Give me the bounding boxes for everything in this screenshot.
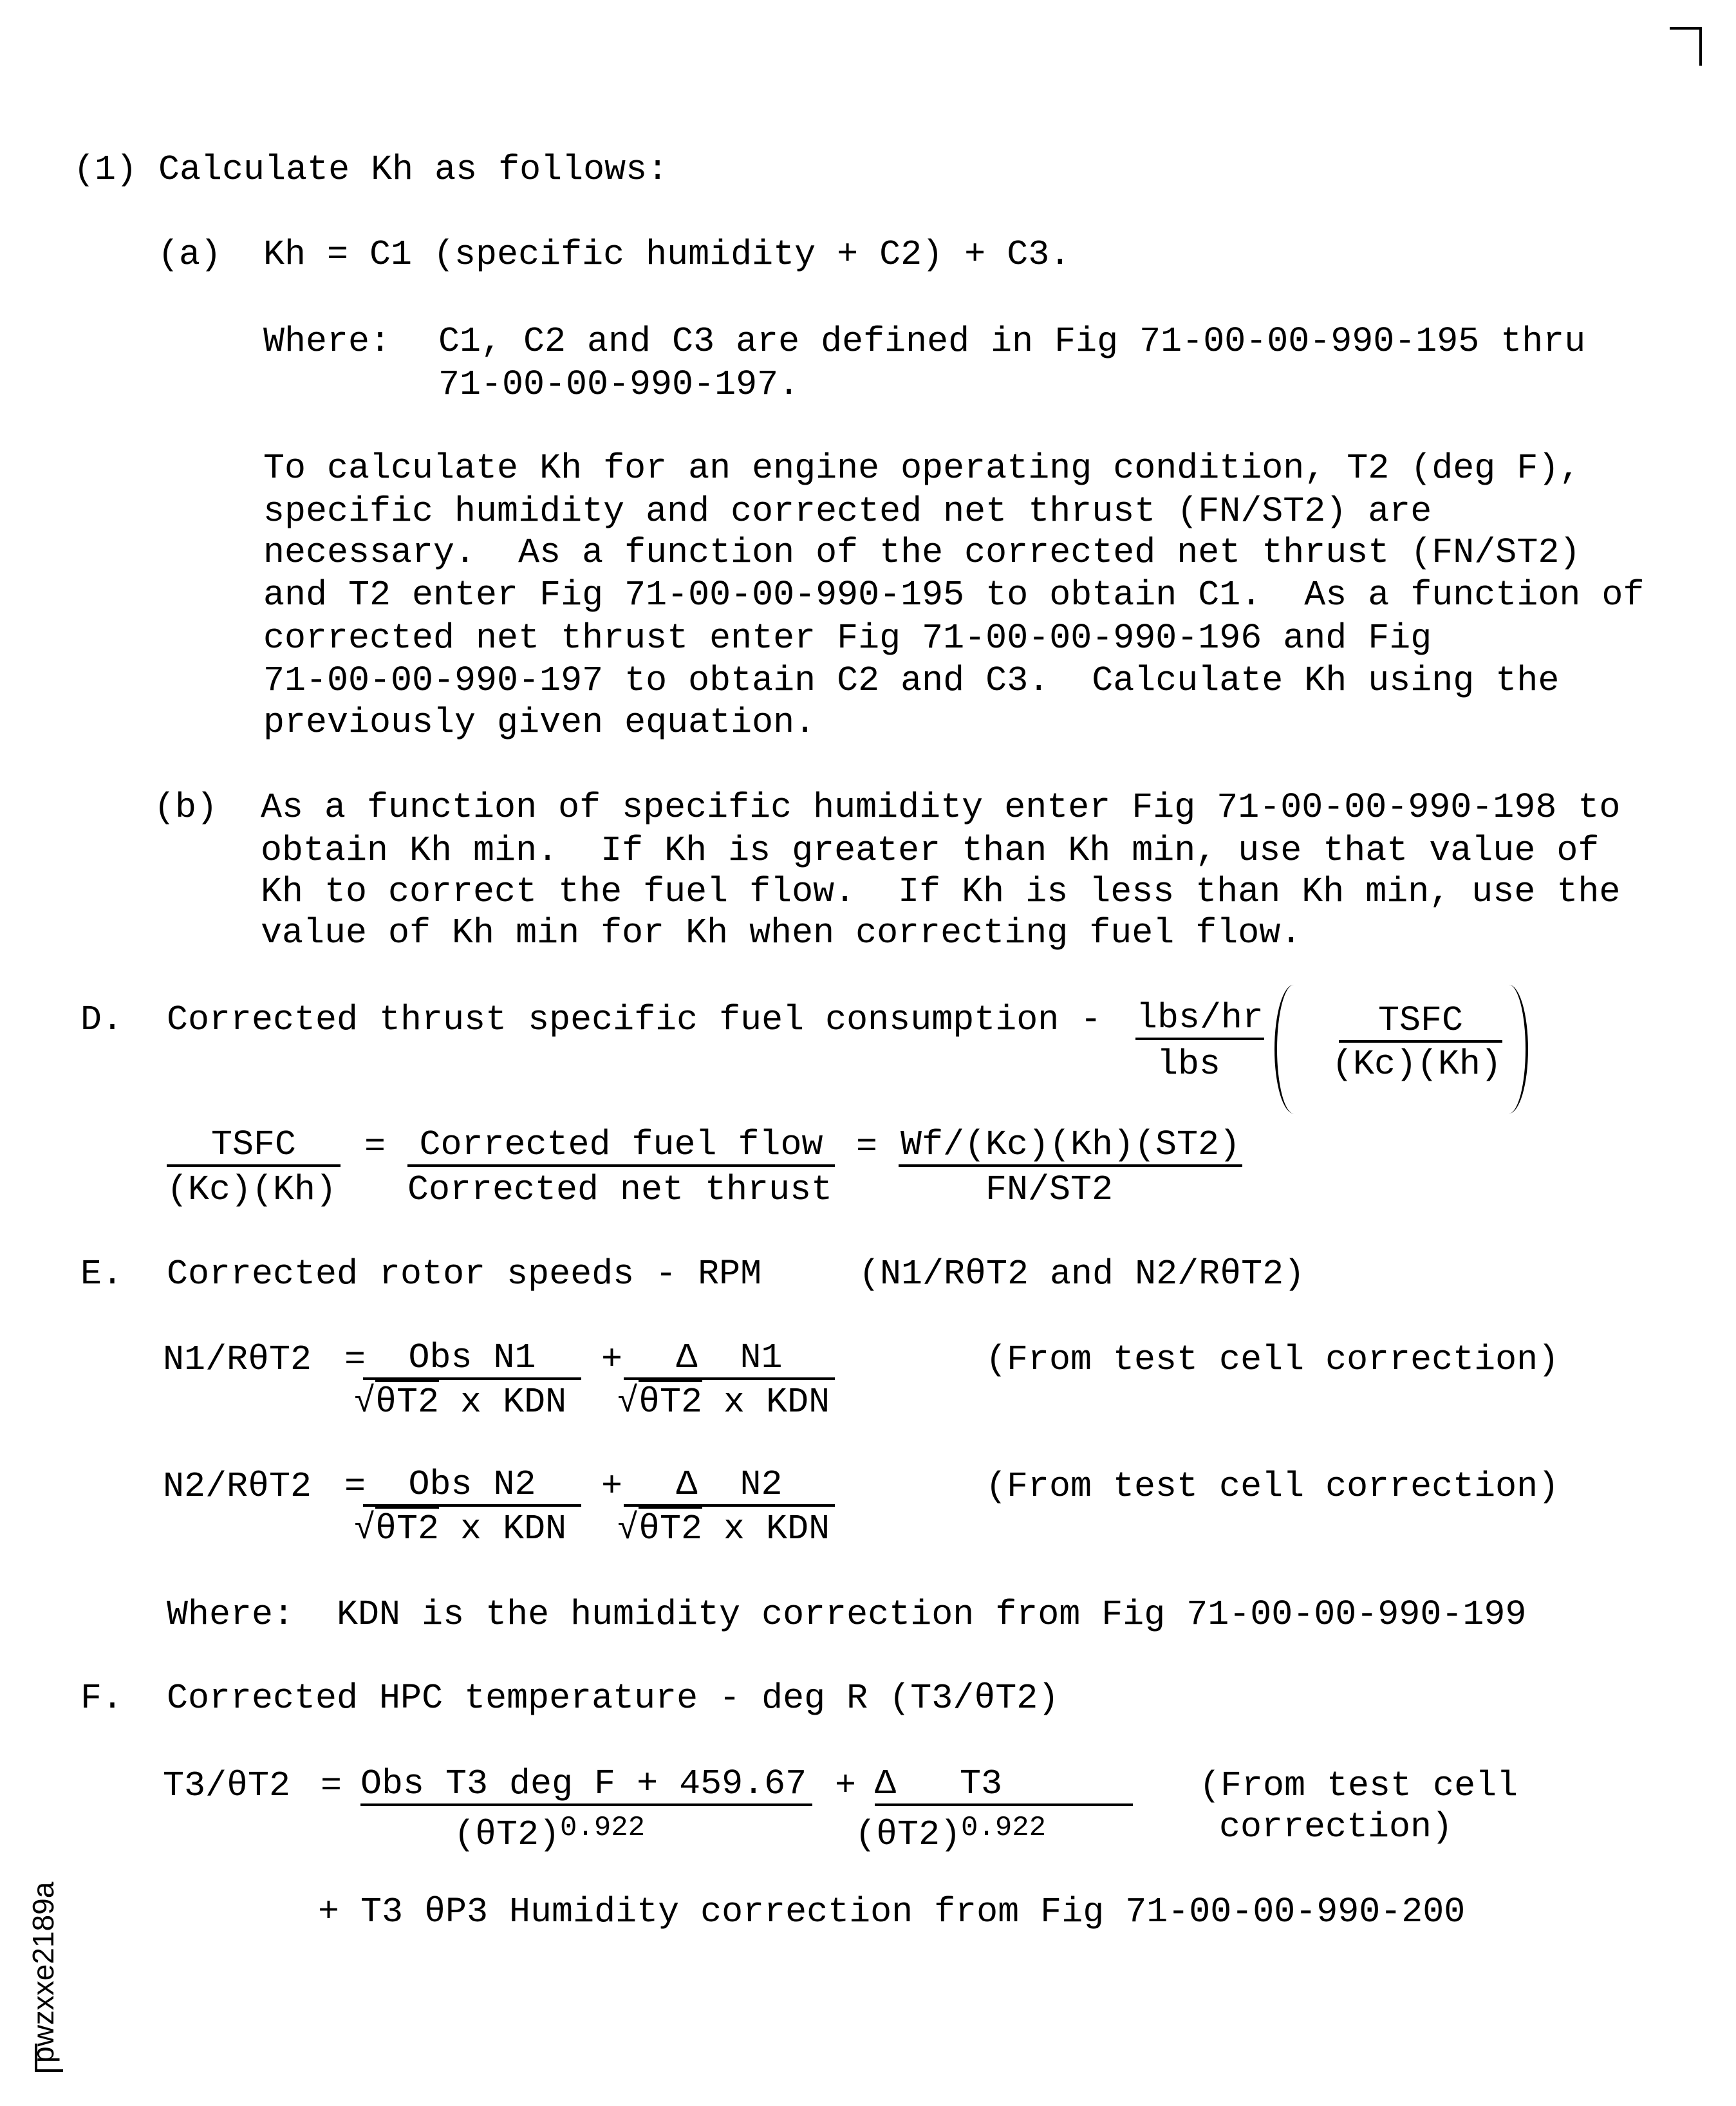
step-b-line: Kh to correct the fuel flow. If Kh is less than Kh min, use the: [261, 871, 1621, 912]
n1-delta-numerator: Δ N1: [624, 1339, 835, 1380]
n1-obs-numerator: Obs N1: [363, 1339, 581, 1380]
tsfc-lhs-denominator: (Kc)(Kh): [167, 1169, 337, 1210]
kdn-where: Where: KDN is the humidity correction from Fig 71-00-00-990-199: [167, 1594, 1527, 1635]
t3-obs-numerator: Obs T3 deg F + 459.67: [360, 1765, 812, 1806]
n2-delta-denominator: √θT2 x KDN: [617, 1508, 830, 1551]
tsfc-mid-numerator: Corrected fuel flow: [407, 1126, 835, 1167]
plus-sign: +: [601, 1339, 623, 1380]
paren-denominator: (Kc)(Kh): [1332, 1044, 1502, 1085]
equals-sign: =: [856, 1126, 878, 1167]
n2-note: (From test cell correction): [985, 1466, 1560, 1507]
step-b-line: obtain Kh min. If Kh is greater than Kh min, use that value of: [261, 830, 1600, 871]
paragraph-line: previously given equation.: [263, 702, 816, 743]
right-paren: [1487, 985, 1528, 1114]
humidity-correction: + T3 θP3 Humidity correction from Fig 71-00-00-990-200: [318, 1892, 1466, 1932]
step-b-line: value of Kh min for Kh when correcting fuel flow.: [261, 913, 1302, 953]
plus-sign: +: [835, 1766, 857, 1806]
tsfc-rhs-denominator: FN/ST2: [985, 1169, 1114, 1210]
plus-sign: +: [601, 1466, 623, 1507]
kh-equation: Kh = C1 (specific humidity + C2) + C3.: [263, 234, 1071, 275]
step-1-heading: (1) Calculate Kh as follows:: [73, 149, 669, 190]
n1-delta-denominator: √θT2 x KDN: [617, 1381, 830, 1424]
step-b-label: (b): [154, 787, 218, 828]
section-f-title: Corrected HPC temperature - deg R (T3/θT2): [167, 1678, 1059, 1719]
n2-lhs: N2/RθT2: [163, 1466, 312, 1507]
sqrt-icon: √: [354, 1382, 376, 1422]
n2-obs-denominator: √θT2 x KDN: [354, 1508, 566, 1551]
where-label: Where:: [263, 321, 391, 362]
paragraph-line: corrected net thrust enter Fig 71-00-00-990-196 and Fig: [263, 618, 1432, 658]
t3-note-line1: (From test cell: [1199, 1766, 1518, 1806]
left-paren: [1274, 985, 1316, 1114]
tsfc-lhs-numerator: TSFC: [167, 1126, 341, 1167]
sqrt-icon: √: [617, 1382, 639, 1422]
section-f-label: F.: [80, 1678, 124, 1719]
paren-numerator: TSFC: [1339, 1002, 1502, 1043]
section-e-label: E.: [80, 1254, 124, 1294]
equals-sign: =: [344, 1339, 366, 1380]
t3-obs-denominator: $(\theta T2)^{0.922}$: [454, 1812, 646, 1855]
n2-obs-numerator: Obs N2: [363, 1466, 581, 1507]
tsfc-rhs-numerator: Wf/(Kc)(Kh)(ST2): [899, 1126, 1242, 1167]
step-a-label: (a): [158, 234, 222, 275]
where-line: C1, C2 and C3 are defined in Fig 71-00-00-990-195 thru: [438, 321, 1586, 362]
paragraph-line: 71-00-00-990-197 to obtain C2 and C3. Calculate Kh using the: [263, 660, 1560, 701]
n1-lhs: N1/RθT2: [163, 1339, 312, 1380]
section-e-subtitle: (N1/RθT2 and N2/RθT2): [859, 1254, 1305, 1294]
n2-delta-numerator: Δ N2: [624, 1466, 835, 1507]
t3-delta-numerator: Δ T3: [875, 1765, 1133, 1806]
figure-id: pwzxxe2189a: [26, 1881, 60, 2063]
paragraph-line: specific humidity and corrected net thrust (FN/ST2) are: [263, 491, 1432, 532]
paragraph-line: necessary. As a function of the corrected net thrust (FN/ST2): [263, 532, 1581, 573]
unit-denominator: lbs: [1157, 1044, 1221, 1085]
t3-note-line2: correction): [1219, 1807, 1453, 1847]
section-d-title: Corrected thrust specific fuel consumption -: [167, 1000, 1123, 1040]
t3-delta-denominator: $(\theta T2)^{0.922}$: [855, 1812, 1047, 1855]
paragraph-line: To calculate Kh for an engine operating condition, T2 (deg F),: [263, 448, 1581, 489]
equals-sign: =: [344, 1466, 366, 1507]
t3-lhs: T3/θT2: [163, 1766, 291, 1806]
step-b-line: As a function of specific humidity enter Fig 71-00-00-990-198 to: [261, 787, 1621, 828]
n1-note: (From test cell correction): [985, 1339, 1560, 1380]
section-e-title: Corrected rotor speeds - RPM: [167, 1254, 762, 1294]
equals-sign: =: [321, 1766, 342, 1806]
sqrt-icon: √: [354, 1509, 376, 1549]
equals-sign: =: [364, 1126, 386, 1167]
section-d-label: D.: [80, 1000, 124, 1040]
n1-obs-denominator: √θT2 x KDN: [354, 1381, 566, 1424]
page-corner-mark: [1670, 27, 1702, 66]
unit-numerator: lbs/hr: [1135, 999, 1264, 1040]
paragraph-line: and T2 enter Fig 71-00-00-990-195 to obtain C1. As a function of: [263, 575, 1645, 615]
tsfc-mid-denominator: Corrected net thrust: [407, 1169, 833, 1210]
where-line: 71-00-00-990-197.: [438, 364, 800, 405]
sqrt-icon: √: [617, 1509, 639, 1549]
